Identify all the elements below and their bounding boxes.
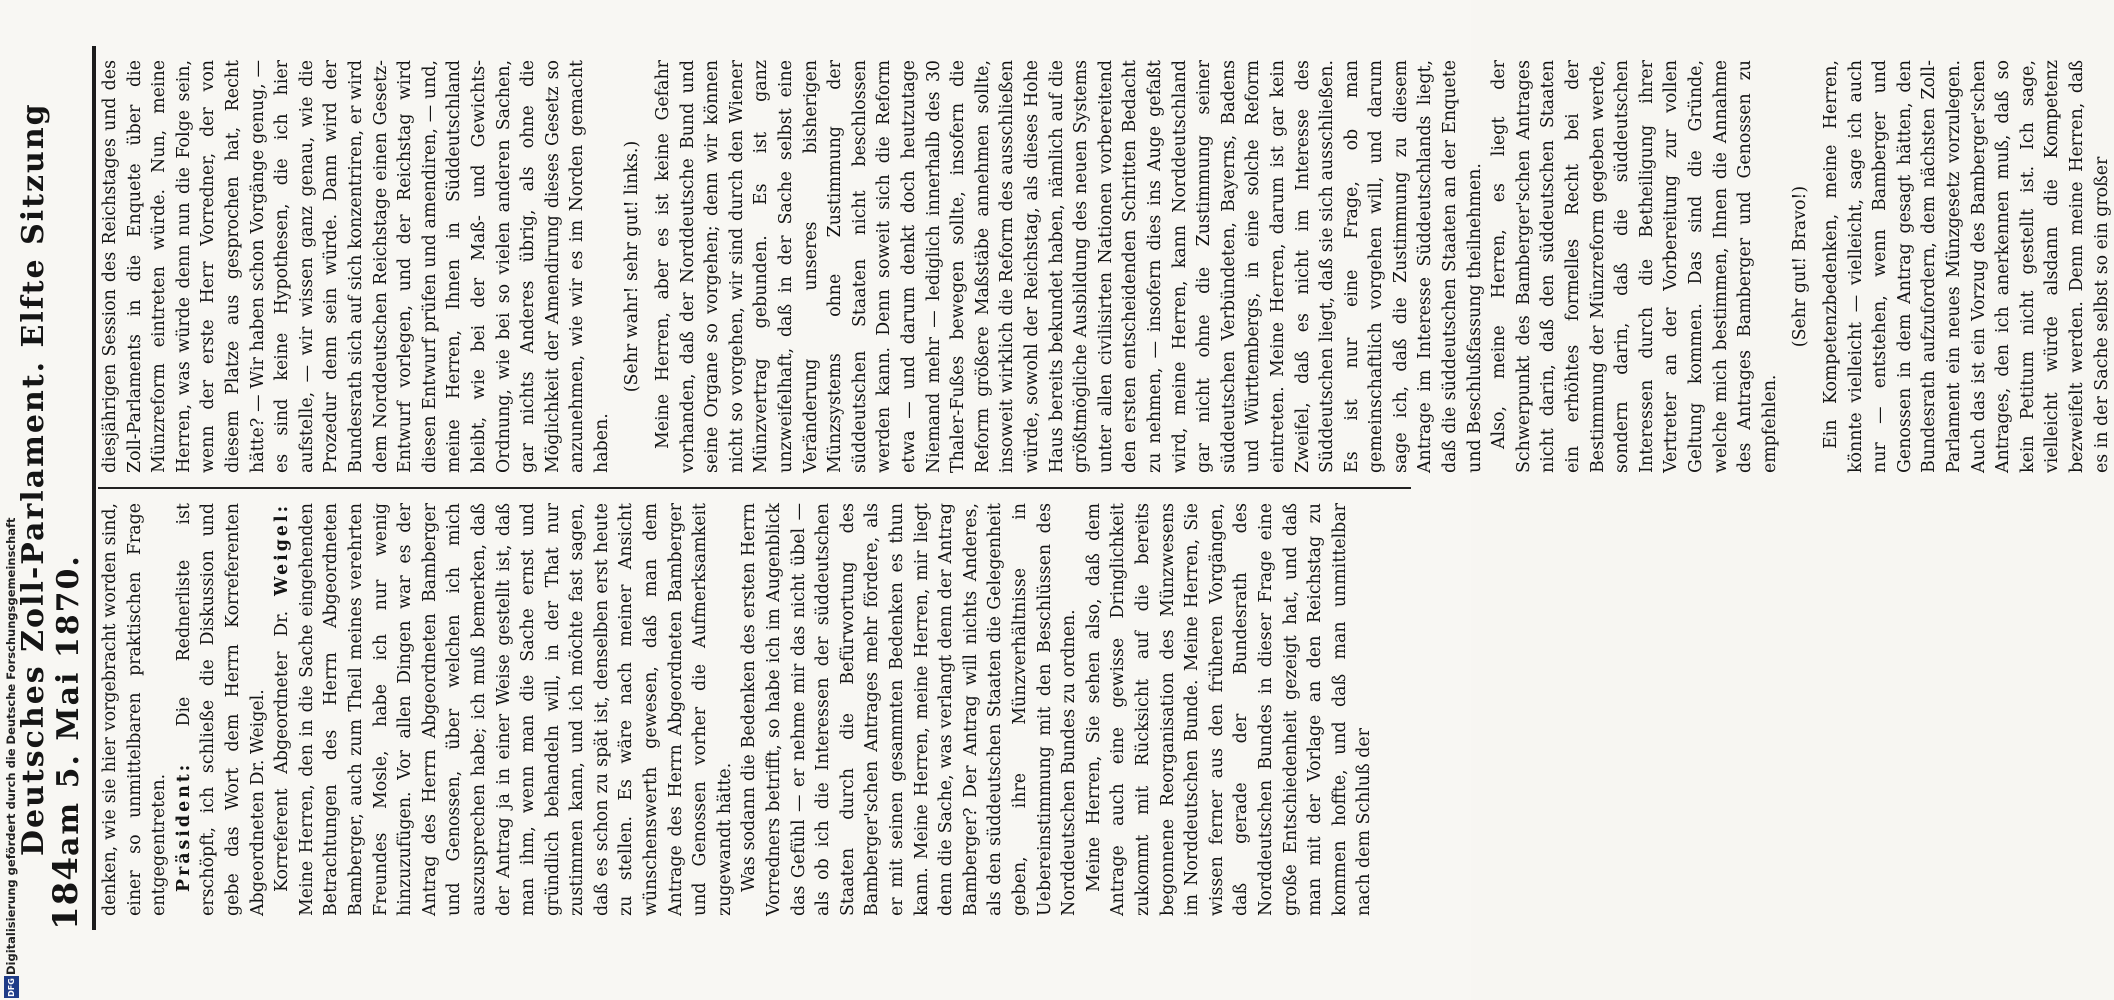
column-right [98, 46, 2112, 489]
paragraph: diesjährigen Session des Reichstages und des Zoll-Parlaments in die Enquete über die Münzreform eintreten würde. Nun, meine Herren, was würde denn nun die Folge sein, wenn der erste Herr Vorredner, der von diesem Platze aus gesprochen hat, Recht hätte? — Wir haben schon Vorgänge genug, — es sind keine Hypothesen, die ich hier aufstelle, — wir wissen ganz genau, wie die Prozedur denn sein würde. Dann wird der Bundesrath sich auf sich konzentriren, er wird dem Norddeutschen Reichstage einen Gesetz-Entwurf vorlegen, und der Reichstag wird diesen Entwurf prüfen und amendiren, — und, meine Herren, Ihnen in Süddeutschland bleibt, wie bei der Maß- und Gewichts-Ordnung, wie bei so vielen anderen Sachen, gar nichts Anderes übrig, als ohne die Möglichkeit der Amendirung dieses Gesetz so anzunehmen, wie wir es im Norden gemacht haben. [100, 60, 612, 473]
paragraph: denken, wie sie hier vorgebracht worden sind, einer so unmittelbaren praktischen Frage entgegentreten. [100, 503, 170, 916]
text-columns [98, 46, 2112, 930]
paragraph: Meine Herren, Sie sehen also, daß dem Antrage auch eine gewisse Dringlichkeit zukommt mit Rücksicht auf die bereits begonnene Reorganisation des Münzwesens im Norddeutschen Bunde. Meine Herren, Sie wissen ferner aus den früheren Vorgängen, daß gerade der Bundesrath des Norddeutschen Bundes in dieser Frage eine große Entschiedenheit gezeigt hat, und daß man mit der Vorlage an den Reichstag zu kommen hoffte, und daß man unmittelbar nach dem Schluß der [1083, 503, 1375, 916]
speaker-role: Korreferent Abgeordneter Dr. [272, 610, 293, 892]
stage-direction: (Sehr wahr! sehr gut! links.) [622, 140, 643, 393]
stage-direction: (Sehr gut! Bravo!) [1790, 185, 1811, 348]
paragraph [172, 503, 270, 916]
dfg-logo-text: DFG [7, 977, 17, 997]
digitization-credit: Digitalisierung gefördert durch die Deutsche Forschungsgemeinschaft [4, 517, 18, 975]
paragraph: Ein Kompetenzbedenken, meine Herren, könnte vielleicht — vielleicht, sage ich auch nur — entstehen, wenn Bamberger und Genossen in dem Antrag gesagt hätten, den Bundesrath aufzufordern, dem nächsten Zoll-Parlament ein neues Münzgesetz vorzulegen. Auch das ist ein Vorzug des Bamberger'schen Antrages, den ich anerkennen muß, daß so kein Petitum nicht gestellt ist. Ich sage, vielleicht würde alsdann die Kompetenz bezweifelt werden. Denn meine Herren, daß es in der Sache selbst so ein großer [1820, 60, 2112, 473]
speech-text: Meine Herren, den in die Sache eingehenden Betrachtungen des Herrn Abgeordneten Bamberger, auch zum Theil meines verehrten Freundes Mosle, habe ich nur wenig hinzuzufügen. Vor allen Dingen war es der Antrag des Herrn Abgeordneten Bamberger und Genossen, über welchen ich mich auszusprechen habe; ich muß bemerken, daß der Antrag ja in einer Weise gestellt ist, daß man ihm, wenn man die Sache ernst und gründlich behandeln will, in der That nur zustimmen kann, und ich möchte fast sagen, daß es schon zu spät ist, denselben erst heute zu stellen. Es wäre nach meiner Ansicht wünschenswerth gewesen, daß man dem Antrage des Herrn Abgeordneten Bamberger und Genossen vorher die Aufmerksamkeit zugewandt hätte. [296, 503, 735, 916]
running-title: Deutsches Zoll-Parlament. Elfte Sitzung am 5. Mai 1870. [16, 102, 86, 857]
speaker-name: Präsident: [173, 761, 194, 892]
digitization-sidebar [0, 0, 22, 1000]
page-number: 184 [46, 856, 86, 930]
paragraph: Also, meine Herren, es liegt der Schwerpunkt des Bamberger'schen Antrages nicht darin, daß den süddeutschen Staaten ein erhöhtes formelles Recht bei der Bestimmung der Münzreform gegeben werde, sondern darin, daß die süddeutschen Interessen durch die Betheiligung ihrer Vertreter an der Vorbereitung zur vollen Geltung kommen. Das sind die Gründe, welche mich bestimmen, Ihnen die Annahme des Antrages Bamberger und Genossen zu empfehlen. [1489, 60, 1780, 473]
dfg-logo [4, 976, 19, 998]
paragraph: Meine Herren, aber es ist keine Gefahr vorhanden, daß der Norddeutsche Bund und seine Organe so vorgehen; denn wir können nicht so vorgehen, wir sind durch den Wiener Münzvertrag gebunden. Es ist ganz unzweifelhaft, daß in der Sache selbst eine Veränderung unseres bisherigen Münzsystems ohne Zustimmung der süddeutschen Staaten nicht beschlossen werden kann. Denn soweit sich die Reform etwa — und darum denkt doch heutzutage Niemand mehr — lediglich innerhalb des 30 Thaler-Fußes bewegen sollte, insofern die Reform größere Maßstäbe annehmen sollte, insoweit wirklich die Reform des ausschließen würde, sowohl der Reichstag, als dieses Hohe Haus bereits bekundet haben, nämlich auf die größtmögliche Ausbildung des neuen Systems unter allen civilisirten Nationen vorbereitend den ersten entscheidenden Schritten Bedacht zu nehmen, — insofern dies ins Auge gefaßt wird, meine Herren, kann Norddeutschland gar nicht ohne die Zustimmung seiner süddeutschen Verbündeten, Bayerns, Badens und Württembergs, in eine solche Reform eintreten. Meine Herren, darum ist gar kein Zweifel, daß es nicht im Interesse des Süddeutschen liegt, daß sie sich ausschließen. Es ist nur eine Frage, ob man gemeinschaftlich vorgehen will, und darum sage ich, daß die Zustimmung zu diesem Antrage im Interesse Süddeutschlands liegt, daß die süddeutschen Staaten an der Enquete und Beschlußfassung theilnehmen. [653, 60, 1485, 473]
speaker-name: Weigel: [272, 503, 293, 597]
speech-text: Die Rednerliste ist erschöpft, ich schließe die Diskussion und gebe das Wort dem Herrn Korreferenten Abgeordneten Dr. Weigel. [173, 503, 268, 916]
page-header [16, 46, 96, 930]
column-left [98, 489, 1411, 930]
paragraph [270, 503, 737, 916]
paragraph: Was sodann die Bedenken des ersten Herrn Vorredners betrifft, so habe ich im Augenblick das Gefühl — er nehme mir das nicht übel — als ob ich die Interessen der süddeutschen Staaten durch die Befürwortung des Bamberger'schen Antrages mehr fördere, als er mit seinen gesammten Bedenken es thun kann. Meine Herren, meine Herren, mir liegt denn die Sache, was verlangt denn der Antrag Bamberger? Der Antrag will nichts Anderes, als den süddeutschen Staaten die Gelegenheit geben, ihre Münzverhältnisse in Uebereinstimmung mit den Beschlüssen des Norddeutschen Bundes zu ordnen. [739, 503, 1080, 916]
